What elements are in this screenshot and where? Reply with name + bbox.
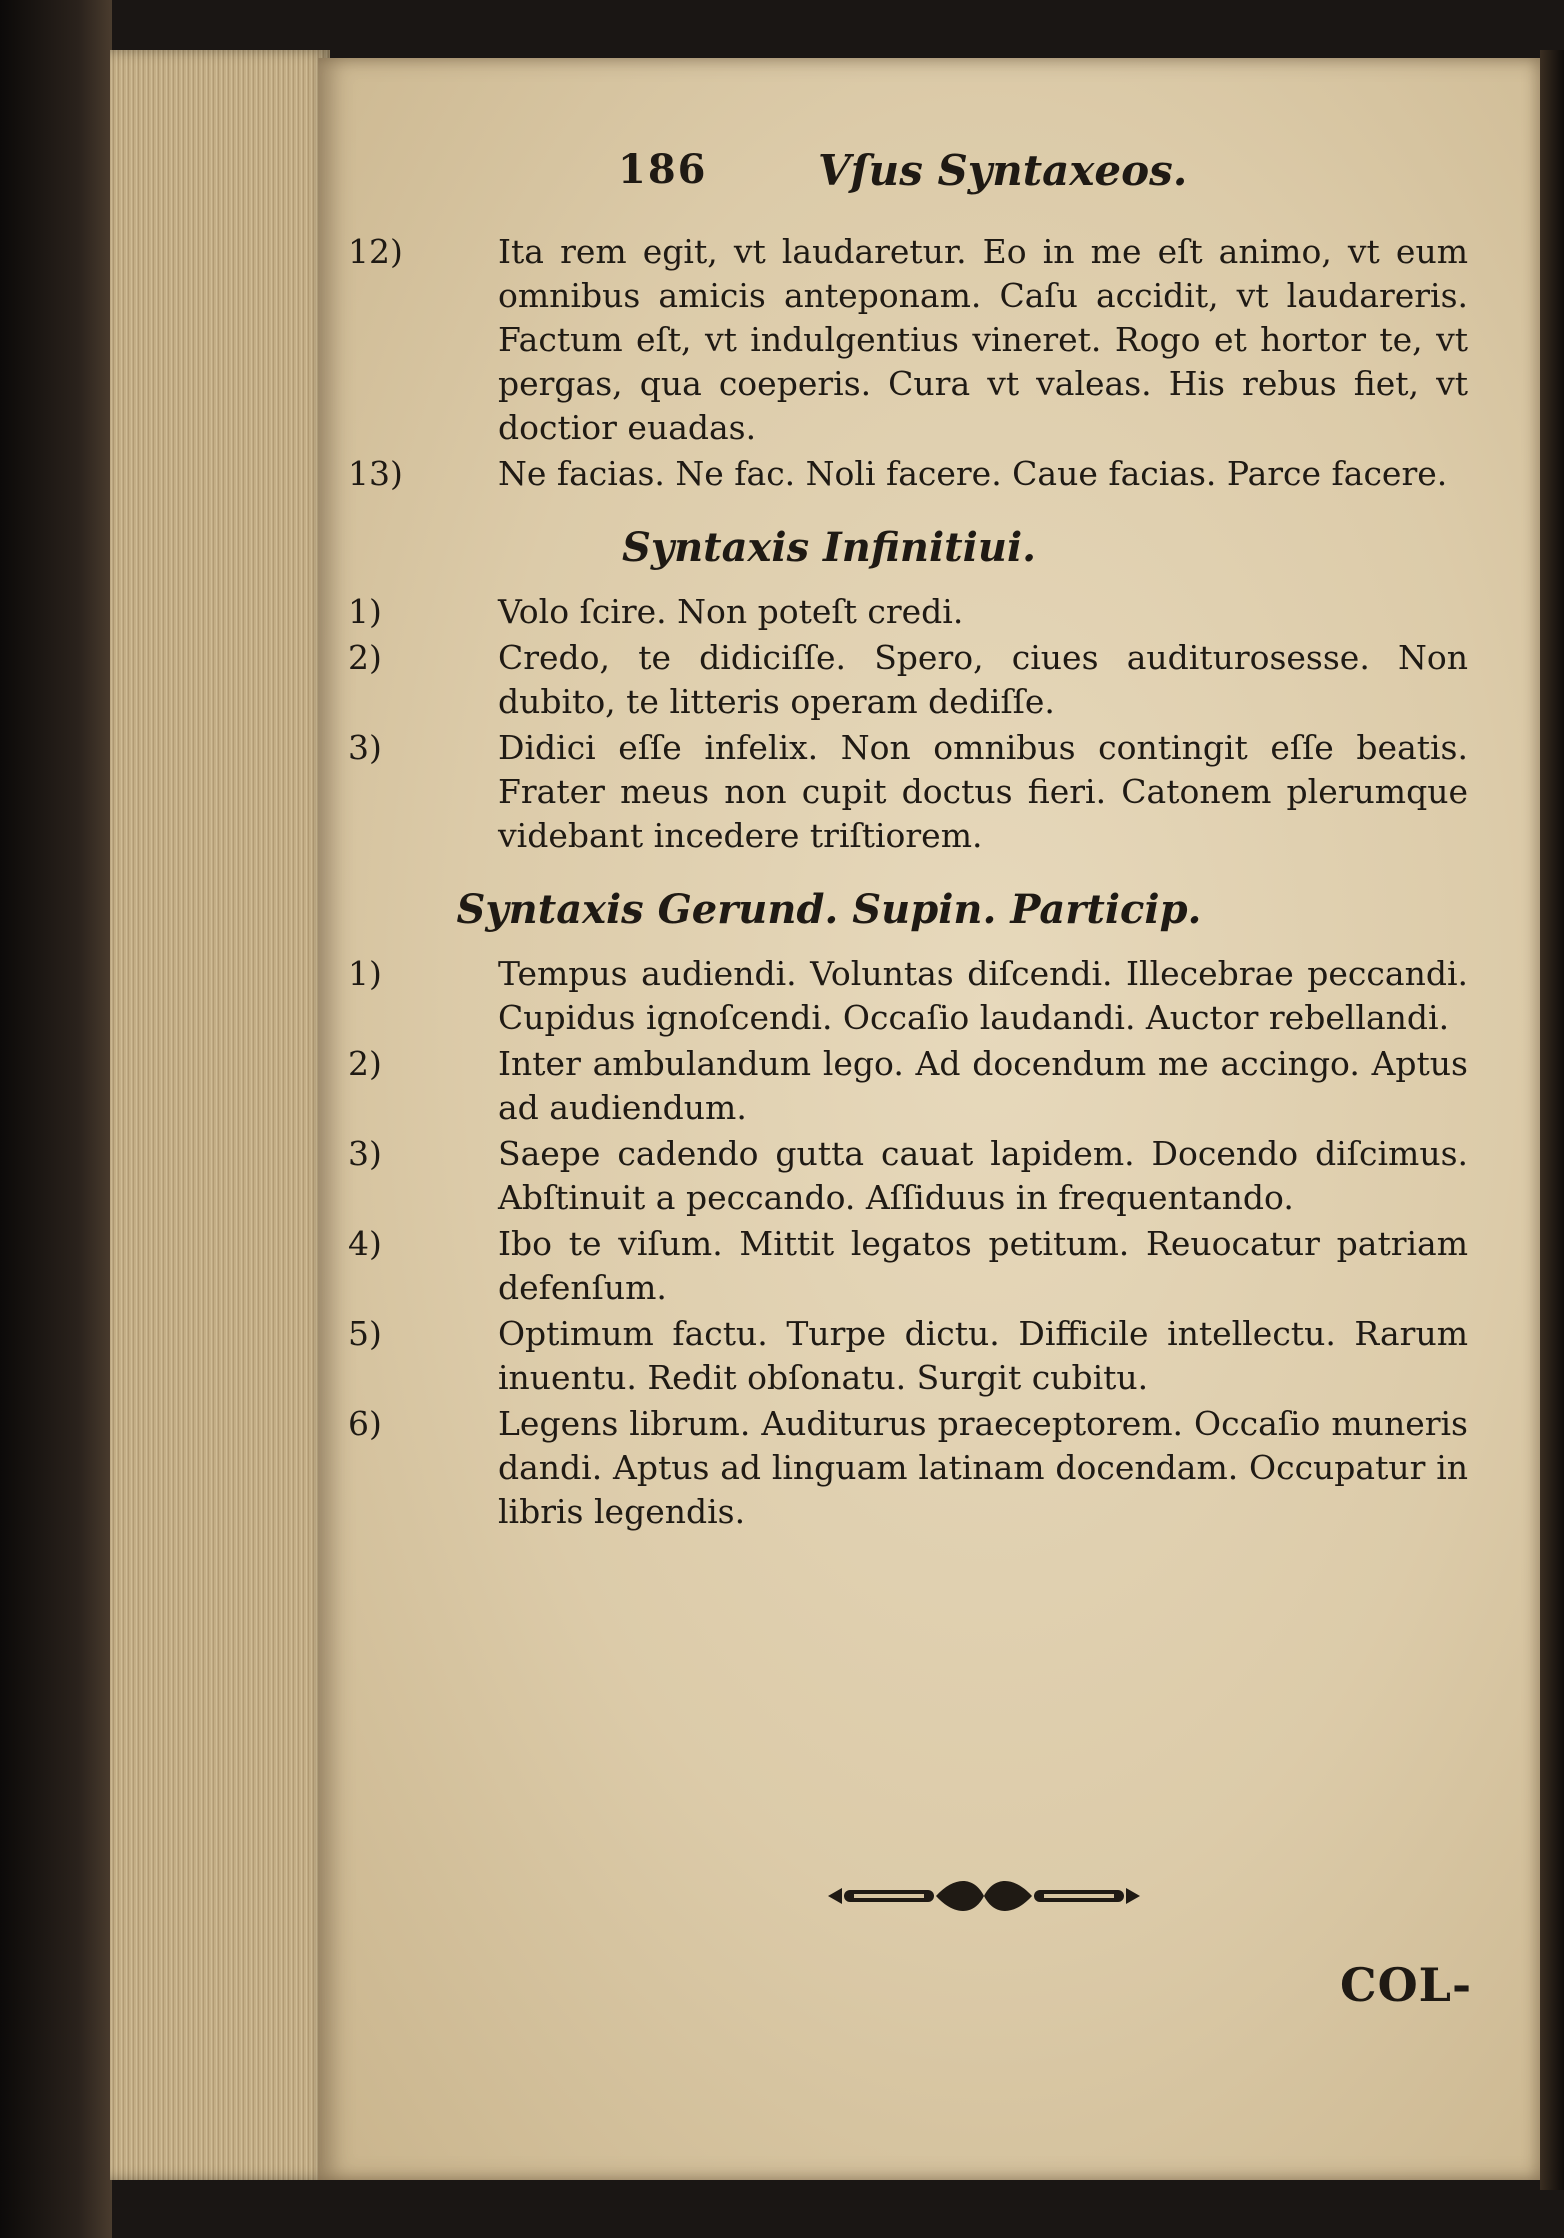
book-page (318, 58, 1540, 2180)
section-heading-gerund: Syntaxis Gerund. Supin. Particip. (456, 886, 1202, 933)
entry-ger-5 (348, 1312, 1468, 1400)
page-edges (110, 50, 330, 2180)
entry-ger-4 (348, 1222, 1468, 1310)
entry-text: Legens librum. Auditurus praeceptorem. Occaſio muneris dandi. Aptus ad linguam latinam docendam. Occupatur in libris legendis. (498, 1404, 1468, 1531)
entry-number: 2) (348, 638, 382, 677)
entry-ger-2 (348, 1042, 1468, 1130)
entry-text: Inter ambulandum lego. Ad docendum me accingo. Aptus ad audiendum. (498, 1044, 1468, 1127)
entry-number: 3) (348, 1134, 382, 1173)
entry-text: Ne facias. Ne fac. Noli facere. Caue facias. Parce facere. (498, 454, 1448, 493)
entry-text: Credo, te didiciſſe. Spero, ciues auditurosesse. Non dubito, te litteris operam dediſſe. (498, 638, 1468, 721)
entry-number: 4) (348, 1224, 382, 1263)
entry-ger-3 (348, 1132, 1468, 1220)
entry-inf-3 (348, 726, 1468, 858)
page-header (318, 146, 1540, 206)
text-body (318, 230, 1540, 1536)
entry-text: Didici eſſe infelix. Non omnibus contingit eſſe beatis. Frater meus non cupit doctus fieri. Catonem plerumque videbant incedere triſtiorem. (498, 728, 1468, 855)
section-heading-infinitiui: Syntaxis Infinitiui. (621, 524, 1037, 571)
entry-number: 1) (348, 592, 382, 631)
entry-number: 2) (348, 1044, 382, 1083)
entry-number: 3) (348, 728, 382, 767)
entry-text: Ita rem egit, vt laudaretur. Eo in me eſt animo, vt eum omnibus amicis anteponam. Caſu accidit, vt laudareris. Factum eſt, vt indulgentius vineret. Rogo et hortor te, vt pergas, qua coeperis. Cura vt valeas. His rebus fiet, vt doctior euadas. (498, 232, 1468, 447)
entry-12 (348, 230, 1468, 450)
entry-inf-2 (348, 636, 1468, 724)
entry-text: Ibo te viſum. Mittit legatos petitum. Reuocatur patriam defenſum. (498, 1224, 1468, 1307)
page-number: 186 (618, 146, 708, 193)
running-head: Vſus Syntaxeos. (818, 146, 1188, 195)
entry-number: 12) (348, 232, 403, 271)
entry-text: Tempus audiendi. Voluntas diſcendi. Illecebrae peccandi. Cupidus ignoſcendi. Occaſio laudandi. Auctor rebellandi. (498, 954, 1468, 1037)
catchword: COL- (1340, 1958, 1473, 2012)
entry-ger-1 (348, 952, 1468, 1040)
entry-number: 6) (348, 1404, 382, 1443)
printers-ornament-icon (824, 1876, 1144, 1916)
entry-text: Optimum factu. Turpe dictu. Difficile intellectu. Rarum inuentu. Redit obſonatu. Surgit cubitu. (498, 1314, 1468, 1397)
page-content (318, 58, 1540, 2180)
entry-number: 1) (348, 954, 382, 993)
right-binding (1540, 50, 1564, 2190)
entry-number: 5) (348, 1314, 382, 1353)
entry-13 (348, 452, 1468, 496)
entry-text: Saepe cadendo gutta cauat lapidem. Docendo diſcimus. Abſtinuit a peccando. Aſſiduus in frequentando. (498, 1134, 1468, 1217)
entry-inf-1 (348, 590, 1468, 634)
entry-text: Volo ſcire. Non poteſt credi. (498, 592, 964, 631)
binding-shadow (0, 0, 112, 2238)
entry-number: 13) (348, 454, 403, 493)
entry-ger-6 (348, 1402, 1468, 1534)
